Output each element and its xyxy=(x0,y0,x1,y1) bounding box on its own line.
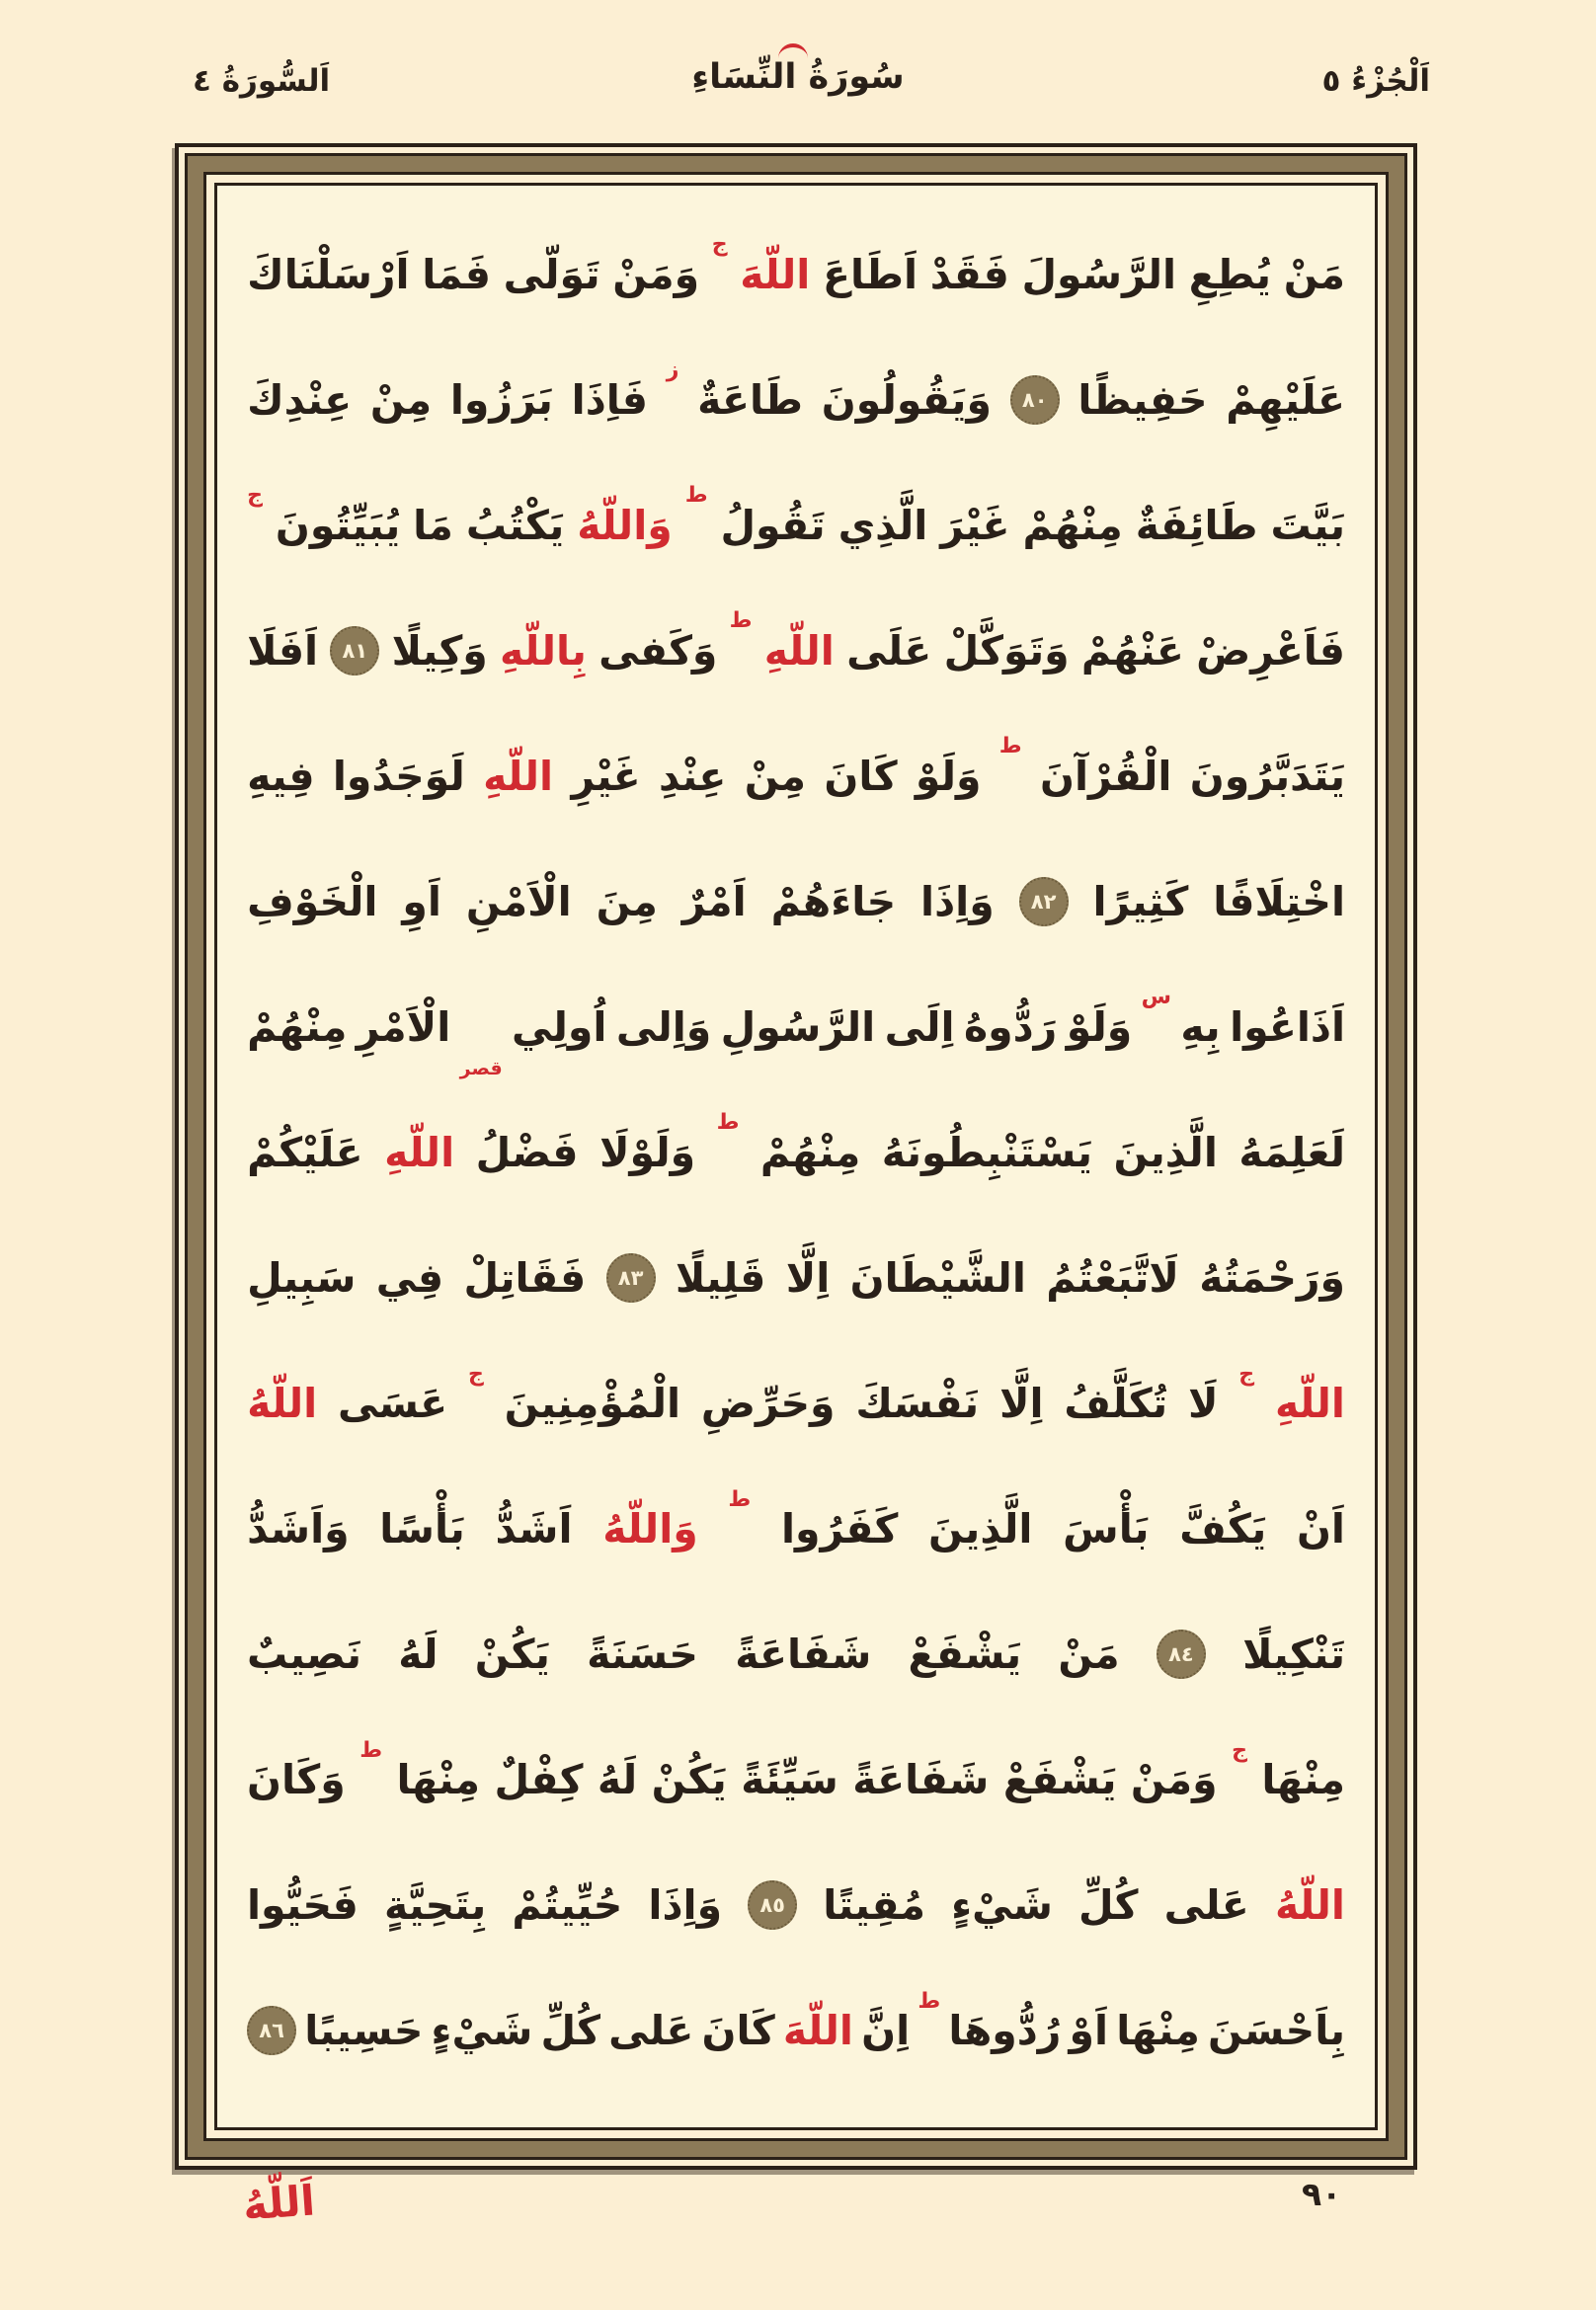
quran-word: وَاَشَدُّ xyxy=(247,1505,350,1553)
quran-word: شَفَاعَةً xyxy=(735,1631,872,1679)
quran-word: يَكُفَّ xyxy=(1179,1505,1267,1553)
verse-marker: ٨٤ xyxy=(1157,1630,1206,1679)
quran-word: اُولِي xyxy=(512,1002,607,1051)
verse-marker: ٨٠ xyxy=(1010,375,1060,425)
quran-word: اَذَاعُوا xyxy=(1230,1002,1345,1051)
quran-word: مِنْ xyxy=(369,375,433,424)
quran-word: الْقُرْآنَ xyxy=(1039,752,1172,800)
quran-word: غَيْرَ xyxy=(940,501,1010,549)
quran-word: فَضْلُ xyxy=(475,1128,579,1176)
quran-word: وَاِلى xyxy=(615,1002,712,1051)
quran-word: وَاِذَا xyxy=(920,877,995,925)
red-madda-mark xyxy=(778,43,808,58)
quran-word: اِلَى xyxy=(884,1002,955,1051)
waqf-mark: ط xyxy=(728,1486,752,1512)
quran-word: كَانَ xyxy=(701,2007,775,2055)
quran-line xyxy=(247,588,1345,713)
quran-word: كَانَ xyxy=(824,752,898,800)
quran-word: يَكُنْ xyxy=(474,1631,550,1679)
verse-marker: ٨٢ xyxy=(1019,877,1069,926)
quran-word: كِفْلٌ xyxy=(494,1756,584,1804)
quran-word: الْاَمْرِ xyxy=(356,1002,451,1051)
allah-word: اللّهِ xyxy=(763,626,835,675)
quran-line xyxy=(247,1341,1345,1467)
quran-word: مَا xyxy=(413,501,453,549)
quran-word: رُدُّوهَا xyxy=(948,2007,1062,2055)
allah-word: بِاللّهِ xyxy=(500,626,587,675)
waqf-mark: ط xyxy=(729,608,753,634)
allah-word: وَاللّهُ xyxy=(577,501,673,549)
quran-word: لَاتَّبَعْتُمُ xyxy=(1046,1254,1179,1303)
allah-word: اللّهِ xyxy=(384,1128,455,1176)
quran-word: مِنْهَا xyxy=(1116,2007,1200,2055)
quran-word: قَلِيلًا xyxy=(675,1254,766,1303)
quran-word: يَتَدَبَّرُونَ xyxy=(1189,752,1345,800)
page-frame xyxy=(175,143,1417,2170)
frame-band xyxy=(185,153,1407,2160)
allah-word: اللّهَ xyxy=(782,2007,853,2055)
quran-word: مُقِيتًا xyxy=(823,1881,926,1930)
frame-gap xyxy=(203,172,1389,2141)
quran-word: كُلِّ xyxy=(1078,1881,1139,1930)
verse-marker: ٨٥ xyxy=(748,1880,797,1930)
quran-word: وَرَحْمَتُهُ xyxy=(1199,1254,1345,1303)
quran-word: الَّذِينَ xyxy=(928,1505,1033,1553)
quran-word: نَفْسَكَ xyxy=(855,1380,980,1428)
quran-line xyxy=(247,462,1345,588)
quran-word: عِنْدِ xyxy=(659,752,727,800)
verse-marker: ٨١ xyxy=(330,626,379,676)
quran-word: يُبَيِّتُونَ xyxy=(275,501,401,549)
quran-word: اَنْ xyxy=(1296,1505,1345,1553)
quran-word: يَشْفَعْ xyxy=(908,1631,1022,1679)
quran-word: الَّذِينَ xyxy=(1113,1128,1218,1176)
allah-word: وَاللّهُ xyxy=(602,1505,698,1553)
quran-word: حَفِيظًا xyxy=(1077,375,1208,424)
quran-word: عَلى xyxy=(608,2007,694,2055)
waqf-mark: ج xyxy=(467,1361,484,1387)
quran-word: بِهِ xyxy=(1180,1002,1221,1051)
quran-word: الْخَوْفِ xyxy=(247,877,378,925)
quran-word: بِاَحْسَنَ xyxy=(1208,2007,1345,2055)
quran-word: وَلَوْ xyxy=(1066,1002,1133,1051)
quran-word: حُيِّيتُمْ xyxy=(512,1881,623,1930)
quran-word: فَمَا xyxy=(422,250,491,298)
quran-line xyxy=(247,1089,1345,1215)
quran-word: لَعَلِمَهُ xyxy=(1238,1128,1345,1176)
quran-word: اِلَّا xyxy=(785,1254,831,1303)
quran-word: اَمْرٌ xyxy=(681,877,747,925)
quran-line xyxy=(247,1843,1345,1968)
quran-word: الْاَمْنِ xyxy=(465,877,572,925)
quran-line xyxy=(247,713,1345,838)
quran-word: طَاعَةٌ xyxy=(697,375,804,424)
quran-word: جَاءَهُمْ xyxy=(770,877,897,925)
quran-line xyxy=(247,211,1345,337)
quran-word: مِنْهَا xyxy=(1261,1756,1345,1804)
quran-word: الشَّيْطَانَ xyxy=(849,1254,1026,1303)
quran-word: عَلَيْكُمْ xyxy=(247,1128,363,1176)
quran-word: عَسَى xyxy=(337,1380,448,1428)
juz-label: اَلْجُزْءُ ٥ xyxy=(1321,63,1430,99)
quran-word: كَثِيرًا xyxy=(1092,877,1189,925)
quran-word: وَمَنْ xyxy=(612,250,700,298)
quran-line xyxy=(247,1216,1345,1341)
quran-word: تَنْكِيلًا xyxy=(1242,1631,1345,1679)
quran-word: شَفَاعَةً xyxy=(852,1756,990,1804)
quran-word: اَوِ xyxy=(402,877,441,925)
quran-word: بَيَّتَ xyxy=(1270,501,1345,549)
waqf-mark: ط xyxy=(998,734,1022,759)
quran-word: غَيْرِ xyxy=(571,752,641,800)
quran-word: اِنَّ xyxy=(861,2007,911,2055)
quran-line xyxy=(247,337,1345,462)
quran-word: الرَّسُولِ xyxy=(720,1002,876,1051)
catchword-allah: اَللّهُ xyxy=(241,2176,317,2230)
quran-word: يُطِعِ xyxy=(1188,250,1272,298)
quran-word: الرَّسُولَ xyxy=(1021,250,1177,298)
frame-inner xyxy=(214,183,1378,2130)
allah-word: اللّهَ xyxy=(740,250,811,298)
quran-word: شَيْءٍ xyxy=(951,1881,1053,1930)
quran-word: كُلِّ xyxy=(540,2007,600,2055)
quran-word: كَفَرُوا xyxy=(780,1505,899,1553)
quran-word: مِنَ xyxy=(596,877,658,925)
quran-word: فَقَدْ xyxy=(929,250,1009,298)
quran-word: وَكَفى xyxy=(598,626,718,675)
allah-word: اللّهُ xyxy=(247,1380,318,1428)
quran-word: اِلَّا xyxy=(998,1380,1044,1428)
quran-word: مِنْهُمْ xyxy=(759,1128,861,1176)
quran-word: فَقَاتِلْ xyxy=(463,1254,587,1303)
quran-word: طَائِفَةٌ xyxy=(1135,501,1258,549)
quran-word: لَا xyxy=(1187,1380,1219,1428)
quran-word: يَشْفَعْ xyxy=(1002,1756,1117,1804)
quran-word: اَفَلَا xyxy=(247,626,319,675)
waqf-mark: ط xyxy=(716,1110,740,1136)
qasr-annotation: قصر xyxy=(459,1057,503,1079)
surah-title: سُورَةُ النِّسَاءِ xyxy=(691,57,905,97)
quran-line xyxy=(247,1592,1345,1717)
quran-word: سَبِيلِ xyxy=(247,1254,357,1303)
quran-word: يَكُنْ xyxy=(651,1756,727,1804)
waqf-mark: ج xyxy=(1232,1737,1247,1763)
quran-word: وَحَرِّضِ xyxy=(700,1380,836,1428)
allah-word: اللّهُ xyxy=(1274,1881,1345,1930)
quran-text xyxy=(247,211,1345,2094)
quran-word: فَاِذَا xyxy=(571,375,648,424)
quran-word: اَشَدُّ xyxy=(495,1505,573,1553)
quran-word: اَرْسَلْنَاكَ xyxy=(247,250,410,298)
quran-word: مِنْهُمْ xyxy=(247,1002,348,1051)
quran-word: وَاِذَا xyxy=(648,1881,723,1930)
waqf-mark: ط xyxy=(359,1737,383,1763)
quran-word: تُكَلَّفُ xyxy=(1064,1380,1168,1428)
verse-marker: ٨٦ xyxy=(247,2006,296,2055)
quran-word: حَسِيبًا xyxy=(304,2007,424,2055)
quran-word: الْمُؤْمِنِينَ xyxy=(504,1380,681,1428)
quran-word: عَلَيْهِمْ xyxy=(1226,375,1345,424)
quran-word: تَقُولُ xyxy=(720,501,826,549)
quran-word: بَأْسًا xyxy=(379,1505,465,1553)
waqf-mark: ط xyxy=(684,483,708,509)
verse-marker: ٨٣ xyxy=(606,1253,656,1303)
quran-word: مَنْ xyxy=(1283,250,1345,298)
quran-word: عَنْهُمْ xyxy=(1080,626,1184,675)
quran-line xyxy=(247,1717,1345,1843)
waqf-mark: ج xyxy=(711,232,728,258)
page-header xyxy=(0,57,1596,126)
quran-word: وَكِيلًا xyxy=(391,626,488,675)
quran-word: مَنْ xyxy=(1058,1631,1120,1679)
quran-line xyxy=(247,838,1345,964)
quran-line xyxy=(247,1968,1345,2094)
page-number: ٩٠ xyxy=(1302,2175,1342,2213)
waqf-mark: ز xyxy=(666,358,679,383)
quran-word: سَيِّئَةً xyxy=(741,1756,838,1804)
quran-word: يَكْتُبُ xyxy=(465,501,565,549)
quran-word: فَاَعْرِضْ xyxy=(1196,626,1345,675)
quran-word: لَهُ xyxy=(398,1631,439,1679)
quran-word: مِنْهُمْ xyxy=(1022,501,1123,549)
waqf-mark: ج xyxy=(247,483,263,509)
quran-word: رَدُّوهُ xyxy=(963,1002,1058,1051)
quran-word: عَلى xyxy=(1163,1881,1249,1930)
quran-word: فَحَيُّوا xyxy=(247,1881,359,1930)
quran-word: مِنْ xyxy=(744,752,807,800)
quran-word: وَمَنْ xyxy=(1130,1756,1218,1804)
quran-word: بَرَزُوا xyxy=(449,375,553,424)
waqf-mark: س xyxy=(1141,985,1172,1010)
allah-word: اللّهِ xyxy=(483,752,554,800)
quran-word: حَسَنَةً xyxy=(587,1631,698,1679)
quran-word: بِتَحِيَّةٍ xyxy=(384,1881,487,1930)
waqf-mark: ج xyxy=(1238,1361,1255,1387)
allah-word: اللّهِ xyxy=(1274,1380,1345,1428)
quran-word: فِي xyxy=(375,1254,444,1303)
quran-word: وَتَوَكَّلْ xyxy=(943,626,1070,675)
quran-word: يَسْتَنْبِطُونَهُ xyxy=(881,1128,1092,1176)
quran-word: عِنْدِكَ xyxy=(247,375,353,424)
quran-word: اَوْ xyxy=(1069,2007,1109,2055)
quran-word: نَصِيبٌ xyxy=(247,1631,361,1679)
surah-number-label: اَلسُّورَةُ ٤ xyxy=(193,63,331,99)
quran-word: وَكَانَ xyxy=(247,1756,346,1804)
quran-word: الَّذِي xyxy=(838,501,928,549)
quran-word: اَطَاعَ xyxy=(823,250,918,298)
quran-word: وَيَقُولُونَ xyxy=(821,375,992,424)
quran-word: مِنْهَا xyxy=(396,1756,481,1804)
quran-word: وَلَوْ xyxy=(915,752,982,800)
quran-word: فِيهِ xyxy=(247,752,315,800)
quran-word: اخْتِلَافًا xyxy=(1213,877,1345,925)
quran-word: لَهُ xyxy=(597,1756,638,1804)
waqf-mark: ط xyxy=(918,1988,941,2014)
quran-word: عَلَى xyxy=(846,626,932,675)
quran-line xyxy=(247,964,1345,1089)
quran-word: وَلَوْلَا xyxy=(598,1128,696,1176)
quran-word: تَوَلّى xyxy=(503,250,600,298)
quran-word: شَيْءٍ xyxy=(431,2007,533,2055)
quran-word: بَأْسَ xyxy=(1063,1505,1150,1553)
quran-word: لَوَجَدُوا xyxy=(332,752,465,800)
quran-line xyxy=(247,1467,1345,1592)
